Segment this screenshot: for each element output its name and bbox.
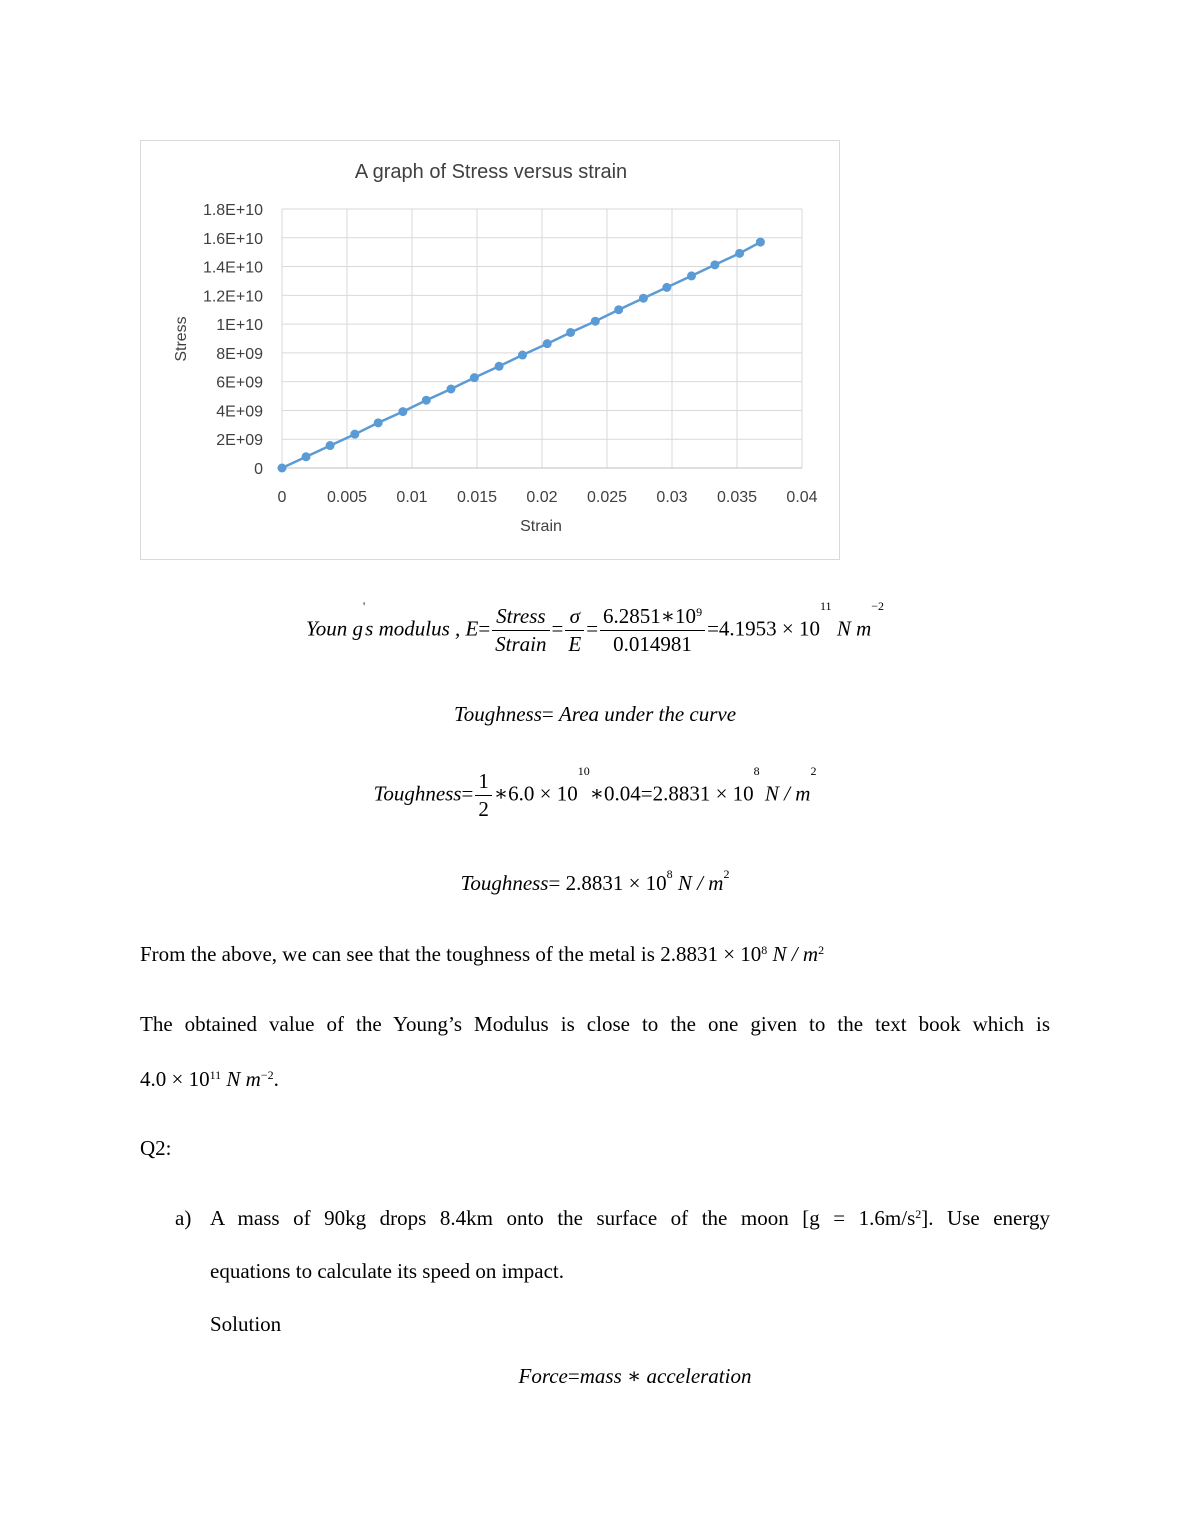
eq-youngs-lhs2: s modulus , E [365,616,479,641]
x-tick-label: 0.01 [396,489,428,506]
eq-youngs-unit: N m [836,616,872,641]
toughness-statement-text: From the above, we can see that the toughness of the metal is [140,942,655,966]
toughness-result [0,867,1190,896]
data-point [662,283,671,292]
force-lhs: Force [518,1364,568,1388]
chart-svg [141,141,841,561]
data-point [518,351,527,360]
toughness-calc-mid-exp: 10 [577,764,590,778]
y-axis-title: Stress [173,316,190,362]
toughness-result-eq: = 2.8831 × 10 [548,871,667,895]
x-tick-label: 0.005 [326,489,368,506]
youngs-comparison-end: . [273,1067,279,1091]
y-axis-ticks [203,202,263,478]
youngs-comparison-exp: 11 [209,1068,222,1082]
frac-values-num-exp: 9 [696,605,703,619]
toughness-statement-exp: 8 [761,943,768,957]
toughness-result-unit: N / m [677,871,724,895]
x-tick-label: 0.02 [526,489,558,506]
eq-youngs-eq3: = [586,616,599,641]
toughness-calc-mid: ∗6.0 × 10 [493,781,578,806]
y-tick-label: 6E+09 [216,374,263,392]
eq-youngs-lhs: Youn g [305,616,363,641]
frac-values-num [600,603,705,631]
question-a-line2: equations to calculate its speed on impact. [210,1259,564,1283]
data-point [278,464,287,473]
y-tick-label: 2E+09 [216,432,263,450]
y-tick-label: 1.2E+10 [202,288,263,306]
list-marker-a: a) [175,1206,192,1230]
frac-sigma: σ [565,603,584,631]
data-point [543,339,552,348]
frac-strain: Strain [495,632,547,656]
youngs-comparison-value: 4.0 × 10 [140,1067,210,1091]
toughness-calc-eq: = [461,781,474,806]
x-tick-label: 0 [277,489,287,506]
youngs-modulus-equation [0,599,1190,658]
toughness-calculation [0,764,1190,823]
toughness-statement-unit-exp: 2 [818,943,825,957]
y-tick-label: 1E+10 [216,317,263,335]
question-a-line1-exp: 2 [915,1207,922,1221]
toughness-statement-value: 2.8831 × 10 [660,942,762,966]
frac-half-den: 2 [478,797,489,821]
toughness-statement-unit: N / m [772,942,819,966]
frac-sigma-e [565,603,584,658]
y-tick-label: 1.8E+10 [202,202,263,219]
youngs-comparison-unit: N m [226,1067,261,1091]
question-a-line1-end: ]. Use energy [921,1206,1050,1230]
x-tick-label: 0.015 [456,489,498,506]
eq-youngs-unit-exp: −2 [871,599,885,613]
data-point [735,249,744,258]
frac-e: E [568,632,582,656]
force-eq: = [567,1364,580,1388]
chart-grid [282,209,802,468]
frac-values [600,603,705,658]
toughness-def-rhs: Area under the curve [558,702,737,726]
toughness-calc-mid2: ∗0.04=2.8831 × 10 [589,781,754,806]
data-point [614,305,623,314]
data-point [470,373,479,382]
youngs-comparison-line2 [140,1065,1050,1093]
eq-youngs-eq: = [478,616,491,641]
solution-label: Solution [210,1312,282,1336]
data-point [687,271,696,280]
toughness-calc-unit-exp: 2 [810,764,817,778]
data-point [350,430,359,439]
eq-youngs-result: 4.1953 × 10 [718,616,820,641]
data-point [302,452,311,461]
frac-values-den: 0.014981 [613,632,692,656]
data-point [374,418,383,427]
eq-youngs-prime: ' [362,599,366,613]
x-tick-label: 0.03 [656,489,688,506]
toughness-calc-lhs: Toughness [373,781,462,806]
youngs-comparison-unit-exp: −2 [260,1068,274,1082]
question-label: Q2: [140,1136,172,1160]
x-tick-label: 0.025 [586,489,628,506]
toughness-def-eq: = [541,702,554,726]
eq-youngs-eq4: = [707,616,719,641]
data-point [639,294,648,303]
toughness-statement [140,940,1050,968]
data-point [495,362,504,371]
frac-half-num: 1 [475,768,492,796]
youngs-comparison-line1: The obtained value of the Young’s Modulus is close to the one given to the text book which is [140,1012,1050,1036]
toughness-result-unit-exp: 2 [723,867,730,881]
eq-youngs-eq2: = [551,616,564,641]
data-point [447,385,456,394]
question-a-line1-start: A mass of 90kg drops 8.4km onto the surface of the moon [g = 1.6m/s [210,1206,916,1230]
chart-title: A graph of Stress versus strain [354,161,628,183]
data-point [591,317,600,326]
x-axis-ticks [278,489,818,506]
x-tick-label: 0.035 [716,489,758,506]
frac-values-num-text: 6.2851∗10 [603,604,697,628]
frac-half [475,768,492,823]
frac-stress: Stress [492,603,549,631]
stress-strain-chart [140,140,840,560]
data-point [756,238,765,247]
eq-youngs-result-exp: 11 [820,599,832,613]
question-a-line1 [210,1204,1050,1232]
x-tick-label: 0.04 [786,489,818,506]
toughness-result-exp: 8 [666,867,673,881]
force-rhs: mass ∗ acceleration [579,1364,752,1388]
data-point [422,396,431,405]
toughness-def-lhs: Toughness [453,702,542,726]
y-tick-label: 0 [254,461,263,478]
data-point [566,328,575,337]
chart-series [278,238,765,473]
y-tick-label: 1.4E+10 [202,259,263,277]
toughness-calc-mid2-exp: 8 [753,764,760,778]
y-tick-label: 1.6E+10 [202,230,263,248]
data-point [326,441,335,450]
data-point [710,260,719,269]
y-tick-label: 8E+09 [216,345,263,363]
toughness-result-lhs: Toughness [460,871,549,895]
frac-stress-strain [492,603,549,658]
y-tick-label: 4E+09 [216,403,263,421]
toughness-calc-unit: N / m [764,781,811,806]
x-axis-title: Strain [520,518,562,535]
force-equation [40,1364,1190,1389]
toughness-definition [0,702,1190,727]
data-point [398,407,407,416]
